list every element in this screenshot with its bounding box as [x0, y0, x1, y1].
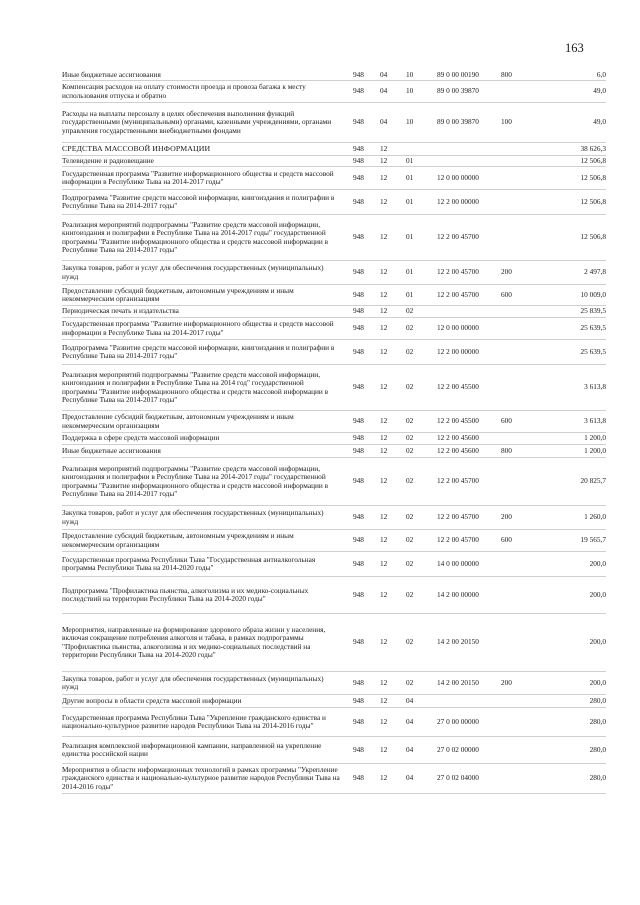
row-section-code: 12: [380, 172, 388, 182]
row-subsection-code: 02: [406, 476, 414, 486]
row-ved-code: 948: [353, 535, 364, 545]
row-subsection-code: 02: [406, 589, 414, 599]
row-name: Закупка товаров, работ и услуг для обеспечения государственных (муниципальных) нужд: [62, 673, 324, 691]
row-name: Компенсация расходов на оплату стоимости проезда и провоза багажа к месту использования отпуска и обратно: [62, 82, 306, 100]
row-section-code: 12: [380, 677, 388, 687]
row-target-article: 89 0 00 39870: [437, 117, 479, 127]
row-ved-code: 948: [353, 346, 364, 356]
table-row: [62, 156, 606, 167]
row-section-code: 12: [380, 589, 388, 599]
row-section-code: 12: [380, 716, 388, 726]
row-amount: 10 009,0: [580, 289, 606, 299]
row-name: Другие вопросы в области средств массовой информации: [62, 695, 242, 705]
row-name: Закупка товаров, работ и услуг для обеспечения государственных (муниципальных) нужд: [62, 263, 324, 281]
row-section-code: 12: [380, 512, 388, 522]
row-amount: 49,0: [593, 117, 606, 127]
row-target-article: 14 2 00 20150: [437, 637, 479, 647]
row-ved-code: 948: [353, 773, 364, 783]
row-amount: 200,0: [589, 589, 606, 599]
table-row: [62, 318, 606, 340]
row-section-code: 12: [380, 476, 388, 486]
row-subsection-code: 02: [406, 637, 414, 647]
row-amount: 38 626,3: [580, 143, 606, 153]
row-name: Предоставление субсидий бюджетным, автономным учреждениям и иным некоммерческим организациям: [62, 531, 294, 549]
table-row: [62, 764, 606, 794]
row-amount: 12 506,8: [580, 155, 606, 165]
row-subsection-code: 04: [406, 695, 414, 705]
row-section-code: 04: [380, 117, 388, 127]
table-row: [62, 433, 606, 445]
row-subsection-code: 01: [406, 196, 414, 206]
row-subsection-code: 01: [406, 172, 414, 182]
row-name: Предоставление субсидий бюджетным, автономным учреждениям и иным некоммерческим организациям: [62, 285, 294, 303]
row-name: Подпрограмма "Развитие средств массовой информации, книгоиздания и полиграфии в Республике Тыва на 2014-2017 годы": [62, 342, 335, 360]
row-section-code: 04: [380, 69, 388, 79]
row-ved-code: 948: [353, 155, 364, 165]
row-ved-code: 948: [353, 143, 364, 153]
row-target-article: 12 2 00 45500: [437, 416, 479, 426]
row-amount: 12 506,8: [580, 196, 606, 206]
row-expense-type: 200: [501, 512, 512, 522]
row-ved-code: 948: [353, 744, 364, 754]
row-expense-type: 200: [501, 267, 512, 277]
row-name: Закупка товаров, работ и услуг для обеспечения государственных (муниципальных) нужд: [62, 508, 324, 526]
table-row: [62, 695, 606, 708]
row-ved-code: 948: [353, 232, 364, 242]
row-amount: 49,0: [593, 86, 606, 96]
row-section-code: 12: [380, 433, 388, 443]
row-subsection-code: 10: [406, 69, 414, 79]
row-ved-code: 948: [353, 382, 364, 392]
table-row: [62, 143, 606, 156]
row-section-code: 12: [380, 695, 388, 705]
row-amount: 19 565,7: [580, 535, 606, 545]
row-amount: 280,0: [589, 773, 606, 783]
row-ved-code: 948: [353, 589, 364, 599]
row-target-article: 27 0 02 00000: [437, 744, 479, 754]
table-row: [62, 577, 606, 614]
table-row: [62, 552, 606, 577]
row-target-article: 12 2 00 45700: [437, 512, 479, 522]
row-target-article: 12 2 00 00000: [437, 196, 479, 206]
table-row: [62, 445, 606, 458]
row-ved-code: 948: [353, 172, 364, 182]
row-section-code: 12: [380, 196, 388, 206]
row-name: Реализация мероприятий подпрограммы "Развитие средств массовой информации, книгоиздания и полиграфии в Республике Тыва на 2014-2017 годы" государственной программы "Развитие информационного общества и средств массовой информации в Республике Тыва на 2014-2017 годы": [62, 464, 329, 498]
row-subsection-code: 02: [406, 323, 414, 333]
row-section-code: 12: [380, 267, 388, 277]
row-subsection-code: 04: [406, 744, 414, 754]
table-row: [62, 261, 606, 285]
row-name: Государственная программа Республики Тыва "Укрепление гражданского единства и национально-культурное развитие народов Республики Тыва на 2014-2016 годы": [62, 712, 326, 730]
row-subsection-code: 02: [406, 558, 414, 568]
row-section-code: 12: [380, 416, 388, 426]
row-section-code: 12: [380, 306, 388, 316]
row-amount: 25 639,5: [580, 323, 606, 333]
row-ved-code: 948: [353, 117, 364, 127]
row-amount: 12 506,8: [580, 232, 606, 242]
row-ved-code: 948: [353, 323, 364, 333]
table-row: [62, 285, 606, 306]
row-amount: 1 260,0: [584, 512, 606, 522]
row-expense-type: 200: [501, 677, 512, 687]
row-ved-code: 948: [353, 289, 364, 299]
page-number: 163: [565, 41, 584, 55]
row-section-code: 12: [380, 382, 388, 392]
row-target-article: 89 0 00 39870: [437, 86, 479, 96]
row-subsection-code: 01: [406, 155, 414, 165]
row-ved-code: 948: [353, 445, 364, 455]
row-section-code: 12: [380, 346, 388, 356]
row-ved-code: 948: [353, 695, 364, 705]
row-target-article: 14 2 00 00000: [437, 589, 479, 599]
table-row: [62, 70, 606, 81]
row-expense-type: 600: [501, 289, 512, 299]
table-row: [62, 365, 606, 411]
row-subsection-code: 02: [406, 416, 414, 426]
row-amount: 280,0: [589, 695, 606, 705]
row-subsection-code: 04: [406, 716, 414, 726]
row-ved-code: 948: [353, 476, 364, 486]
row-name: Расходы на выплаты персоналу в целях обеспечения выполнения функций государственными (муниципальными) органами, казенными учреждениями, органами управления государственными внебюджетными фондами: [62, 109, 332, 135]
row-amount: 25 839,5: [580, 306, 606, 316]
row-subsection-code: 10: [406, 86, 414, 96]
table-row: [62, 190, 606, 215]
row-section-code: 12: [380, 744, 388, 754]
row-target-article: 12 2 00 45700: [437, 535, 479, 545]
row-amount: 1 200,0: [584, 445, 606, 455]
row-section-code: 12: [380, 143, 388, 153]
row-ved-code: 948: [353, 716, 364, 726]
row-expense-type: 800: [501, 445, 512, 455]
row-target-article: 12 2 00 45700: [437, 232, 479, 242]
row-amount: 2 497,8: [584, 267, 606, 277]
row-name: Реализация мероприятий подпрограммы "Развитие средств массовой информации, книгоиздания и полиграфии в Республике Тыва на 2014 год" государственной программы "Развитие информационного общества и средств массовой информации в Республике Тыва на 2014-2017 годы": [62, 370, 329, 404]
row-name: Иные бюджетные ассигнования: [62, 445, 161, 455]
row-section-code: 12: [380, 558, 388, 568]
table-row: [62, 306, 606, 318]
row-subsection-code: 02: [406, 346, 414, 356]
row-section-code: 12: [380, 323, 388, 333]
row-subsection-code: 01: [406, 232, 414, 242]
row-subsection-code: 04: [406, 773, 414, 783]
row-name: Реализация мероприятий подпрограммы "Развитие средств массовой информации, книгоиздания и полиграфии в Республике Тыва на 2014-2017 годы" государственной программы "Развитие информационного общества и средств массовой информации в Республике Тыва на 2014-2017 годы": [62, 220, 329, 254]
row-target-article: 12 2 00 45600: [437, 445, 479, 455]
row-name: Мероприятия в области информационных технологий в рамках программы "Укрепление гражданского единства и национально-культурное развитие народов Республики Тыва на 2014-2016 годы": [62, 765, 340, 791]
row-target-article: 12 2 00 45700: [437, 476, 479, 486]
table-row: [62, 737, 606, 764]
row-target-article: 12 2 00 45500: [437, 382, 479, 392]
row-amount: 200,0: [589, 558, 606, 568]
row-expense-type: 600: [501, 416, 512, 426]
row-expense-type: 100: [501, 117, 512, 127]
row-subsection-code: 02: [406, 535, 414, 545]
row-target-article: 12 2 00 45600: [437, 433, 479, 443]
row-name: Подпрограмма "Профилактика пьянства, алкоголизма и их медико-социальных последствий на территории Республики Тыва на 2014-2020 годы": [62, 585, 309, 603]
row-amount: 1 200,0: [584, 433, 606, 443]
row-expense-type: 800: [501, 69, 512, 79]
row-target-article: 12 0 00 00000: [437, 172, 479, 182]
table-row: [62, 614, 606, 672]
budget-table: [62, 70, 606, 794]
row-name: Государственная программа Республики Тыва "Государственная антиалкогольная программа Республики Тыва на 2014-2020 годы": [62, 554, 316, 572]
table-row: [62, 530, 606, 552]
row-name: Подпрограмма "Развитие средств массовой информации, книгоиздания и полиграфии в Республике Тыва на 2014-2017 годы": [62, 192, 335, 210]
row-subsection-code: 02: [406, 677, 414, 687]
table-row: [62, 672, 606, 695]
row-target-article: 12 2 00 00000: [437, 346, 479, 356]
row-ved-code: 948: [353, 558, 364, 568]
row-section-code: 12: [380, 445, 388, 455]
row-ved-code: 948: [353, 196, 364, 206]
row-name: Поддержка в сфере средств массовой информации: [62, 433, 220, 443]
table-row: [62, 506, 606, 530]
row-amount: 6,0: [596, 69, 606, 79]
row-section-code: 12: [380, 289, 388, 299]
row-subsection-code: 02: [406, 306, 414, 316]
row-name: Государственная программа "Развитие информационного общества и средств массовой информации в Республике Тыва на 2014-2017 годы": [62, 319, 334, 337]
table-row: [62, 103, 606, 143]
row-amount: 200,0: [589, 637, 606, 647]
row-amount: 280,0: [589, 744, 606, 754]
row-target-article: 12 2 00 45700: [437, 289, 479, 299]
row-section-code: 12: [380, 637, 388, 647]
row-target-article: 27 0 00 00000: [437, 716, 479, 726]
row-subsection-code: 02: [406, 445, 414, 455]
row-ved-code: 948: [353, 512, 364, 522]
row-ved-code: 948: [353, 637, 364, 647]
row-ved-code: 948: [353, 433, 364, 443]
row-target-article: 14 2 00 20150: [437, 677, 479, 687]
row-target-article: 27 0 02 04000: [437, 773, 479, 783]
row-target-article: 12 2 00 45700: [437, 267, 479, 277]
row-ved-code: 948: [353, 306, 364, 316]
row-amount: 200,0: [589, 677, 606, 687]
row-ved-code: 948: [353, 267, 364, 277]
row-name: СРЕДСТВА МАССОВОЙ ИНФОРМАЦИИ: [62, 143, 211, 153]
row-subsection-code: 01: [406, 289, 414, 299]
table-row: [62, 167, 606, 190]
row-section-code: 12: [380, 155, 388, 165]
table-row: [62, 708, 606, 737]
row-section-code: 12: [380, 535, 388, 545]
row-name: Предоставление субсидий бюджетным, автономным учреждениям и иным некоммерческим организациям: [62, 412, 294, 430]
row-section-code: 12: [380, 232, 388, 242]
row-section-code: 12: [380, 773, 388, 783]
row-subsection-code: 02: [406, 512, 414, 522]
row-section-code: 04: [380, 86, 388, 96]
row-name: Государственная программа "Развитие информационного общества и средств массовой информации в Республике Тыва на 2014-2017 годы": [62, 168, 334, 186]
row-target-article: 14 0 00 00000: [437, 558, 479, 568]
row-name: Иные бюджетные ассигнования: [62, 69, 161, 79]
row-ved-code: 948: [353, 69, 364, 79]
row-amount: 12 506,8: [580, 172, 606, 182]
table-row: [62, 81, 606, 103]
row-subsection-code: 02: [406, 382, 414, 392]
row-name: Телевидение и радиовещание: [62, 155, 154, 165]
row-target-article: 12 0 00 00000: [437, 323, 479, 333]
table-row: [62, 411, 606, 433]
row-name: Реализация комплексной информационной кампании, направленной на укрепление единства российской нации: [62, 740, 322, 758]
row-expense-type: 600: [501, 535, 512, 545]
row-ved-code: 948: [353, 86, 364, 96]
row-amount: 20 825,7: [580, 476, 606, 486]
row-target-article: 89 0 00 00190: [437, 69, 479, 79]
row-name: Мероприятия, направленные на формирование здорового образа жизни у населения, включая сокращение потребления алкоголя и табака, в рамках подпрограммы "Профилактика пьянства, алкоголизма и их медико-социальных последствий на территории Республики Тыва на 2014-2020 годы": [62, 625, 326, 659]
row-subsection-code: 02: [406, 433, 414, 443]
table-row: [62, 215, 606, 261]
row-name: Периодическая печать и издательства: [62, 306, 179, 316]
row-ved-code: 948: [353, 677, 364, 687]
table-row: [62, 458, 606, 506]
row-amount: 280,0: [589, 716, 606, 726]
row-subsection-code: 01: [406, 267, 414, 277]
row-amount: 25 639,5: [580, 346, 606, 356]
row-subsection-code: 10: [406, 117, 414, 127]
row-amount: 3 613,8: [584, 382, 606, 392]
table-row: [62, 340, 606, 365]
row-amount: 3 613,8: [584, 416, 606, 426]
row-ved-code: 948: [353, 416, 364, 426]
